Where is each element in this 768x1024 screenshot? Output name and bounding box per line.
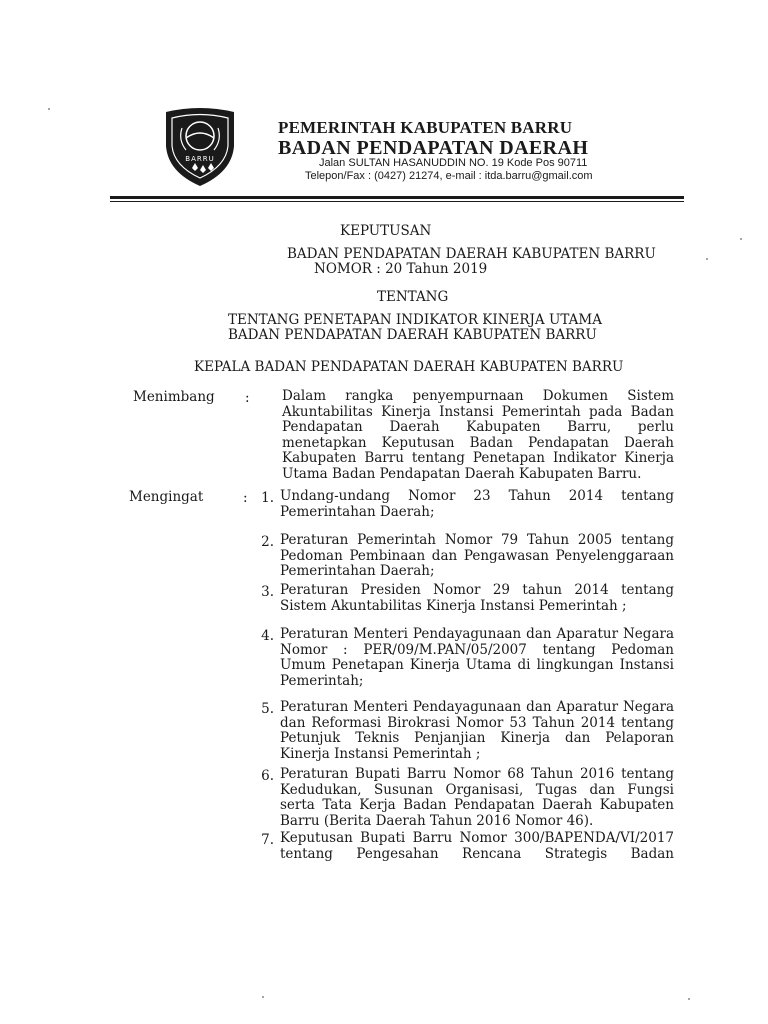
mengingat-item-text [280,583,674,614]
decree-issuer: BADAN PENDAPATAN DAERAH KABUPATEN BARRU [287,246,656,262]
mengingat-item-text [280,831,674,862]
mengingat-item-line: Kedudukan, Susunan Organisasi, Tugas dan Fungsi [280,781,674,798]
menimbang-line: Pendapatan Daerah Kabupaten Barru, perlu [282,419,674,435]
about-label: TENTANG [377,289,449,305]
scan-speck [48,108,50,110]
mengingat-item-line: dan Reformasi Birokrasi Nomor 53 Tahun 2014 tentang [280,714,674,731]
header-agency-name: BADAN PENDAPATAN DAERAH [278,137,589,159]
mengingat-item-number: 4. [261,628,274,644]
mengingat-label: Mengingat [129,489,204,505]
menimbang-colon: : [245,390,250,406]
mengingat-item-line: Umum Penetapan Kinerja Utama di lingkungan Instansi [280,657,674,673]
mengingat-item-line: Keputusan Bupati Barru Nomor 300/BAPENDA/VI/2017 [280,830,674,846]
mengingat-item-line: Barru (Berita Daerah Tahun 2016 Nomor 46). [280,812,594,829]
scan-speck [740,238,742,240]
regency-emblem-logo [162,106,238,188]
scan-speck [262,996,264,998]
mengingat-item-text [280,627,674,689]
menimbang-text [282,389,674,482]
mengingat-item-number: 1. [261,490,274,506]
mengingat-item-line: Peraturan Presiden Nomor 29 tahun 2014 tentang [280,582,674,598]
scan-speck [706,258,708,260]
decree-number: NOMOR : 20 Tahun 2019 [314,261,488,277]
scan-speck [688,998,690,1000]
mengingat-item-text [280,489,674,520]
mengingat-item-number: 2. [261,534,274,550]
mengingat-item-line: Nomor : PER/09/M.PAN/05/2007 tentang Pedoman [280,641,674,658]
mengingat-item-text [280,767,674,829]
mengingat-item-number: 7. [261,832,274,848]
mengingat-item-text [280,700,674,762]
header-contact: Telepon/Fax : (0427) 21274, e-mail : itda.barru@gmail.com [305,170,593,182]
header-divider-thin [110,201,684,202]
mengingat-item-line: Peraturan Bupati Barru Nomor 68 Tahun 2016 tentang [280,766,674,782]
menimbang-line: Kabupaten Barru tentang Penetapan Indikator Kinerja [282,450,674,466]
mengingat-item-number: 6. [261,768,274,784]
mengingat-item-line: Pemerintahan Daerah; [280,563,435,579]
decree-subject-line2: BADAN PENDAPATAN DAERAH KABUPATEN BARRU [228,327,597,343]
mengingat-item-line: Petunjuk Teknis Penjanjian Kinerja dan Pelaporan [280,730,674,746]
mengingat-item-line: Pemerintahan Daerah; [280,503,435,520]
decree-subject-line1: TENTANG PENETAPAN INDIKATOR KINERJA UTAMA [228,312,602,328]
mengingat-item-line: Undang-undang Nomor 23 Tahun 2014 tentang [280,488,674,504]
mengingat-item-number: 3. [261,584,274,600]
header-address: Jalan SULTAN HASANUDDIN NO. 19 Kode Pos 90711 [319,157,588,169]
mengingat-colon: : [243,490,248,506]
mengingat-item-text [280,533,674,580]
mengingat-item-line: Peraturan Menteri Pendayagunaan dan Aparatur Negara [280,626,674,642]
mengingat-item-line: Kinerja Instansi Pemerintah ; [280,745,481,762]
menimbang-line: Dalam rangka penyempurnaan Dokumen Sistem [282,388,674,404]
header-divider-thick [110,196,684,199]
menimbang-line: Akuntabilitas Kinerja Instansi Pemerintah pada Badan [282,403,674,420]
mengingat-item-line: tentang Pengesahan Rencana Strategis Badan [280,845,674,862]
mengingat-item-number: 5. [261,701,274,717]
mengingat-item-line: Sistem Akuntabilitas Kinerja Instansi Pemerintah ; [280,597,627,614]
decree-official: KEPALA BADAN PENDAPATAN DAERAH KABUPATEN BARRU [194,359,624,375]
decree-label: KEPUTUSAN [340,223,432,239]
logo-lettering: BARRU [185,155,215,163]
mengingat-item-line: Peraturan Pemerintah Nomor 79 Tahun 2005 tentang [280,532,674,548]
mengingat-item-line: Pemerintah; [280,672,364,689]
menimbang-label: Menimbang [133,389,215,405]
mengingat-item-line: Peraturan Menteri Pendayagunaan dan Aparatur Negara [280,699,674,715]
menimbang-line: menetapkan Keputusan Badan Pendapatan Daerah [282,434,674,451]
mengingat-item-line: Pedoman Pembinaan dan Pengawasan Penyelenggaraan [280,547,674,564]
mengingat-item-line: serta Tata Kerja Badan Pendapatan Daerah Kabupaten [280,797,674,813]
header-government-name: PEMERINTAH KABUPATEN BARRU [278,118,573,137]
menimbang-line: Utama Badan Pendapatan Daerah Kabupaten Barru. [282,465,642,482]
